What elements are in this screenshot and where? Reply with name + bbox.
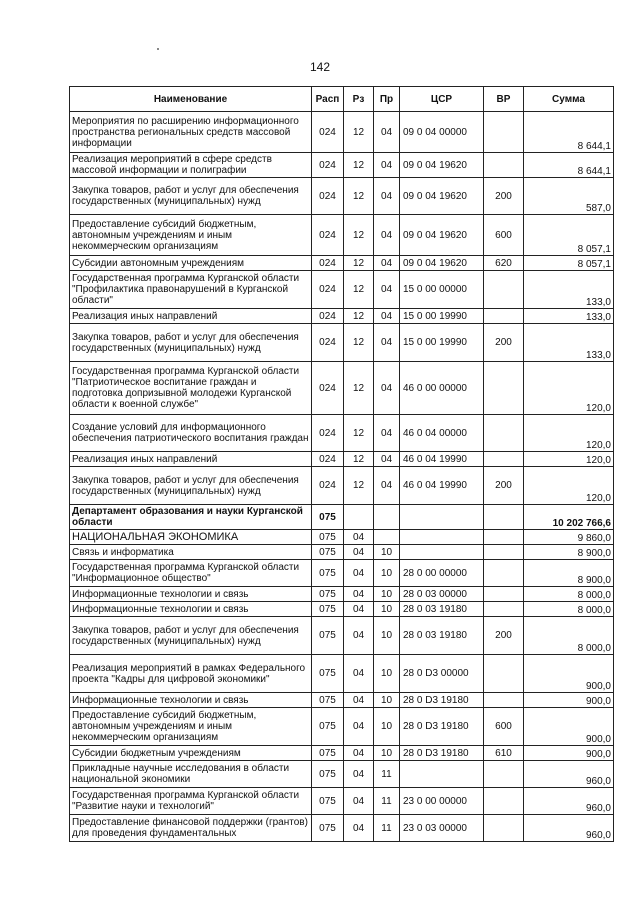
cell-csr: 09 0 04 19620 (400, 256, 484, 271)
cell-rasp: 024 (312, 309, 344, 324)
cell-vr: 610 (484, 746, 524, 761)
cell-pr: 10 (374, 560, 400, 587)
cell-vr (484, 788, 524, 815)
cell-rz: 04 (344, 655, 374, 693)
cell-vr (484, 271, 524, 309)
table-row (70, 153, 614, 178)
cell-rz: 04 (344, 761, 374, 788)
cell-sum: 9 860,0 (524, 530, 614, 545)
cell-pr: 11 (374, 761, 400, 788)
cell-csr: 09 0 04 00000 (400, 112, 484, 153)
cell-sum: 960,0 (524, 761, 614, 788)
cell-vr (484, 815, 524, 842)
cell-sum: 8 900,0 (524, 560, 614, 587)
cell-rz: 12 (344, 415, 374, 452)
cell-rasp: 075 (312, 815, 344, 842)
cell-sum: 900,0 (524, 693, 614, 708)
cell-sum: 8 644,1 (524, 153, 614, 178)
cell-pr: 04 (374, 362, 400, 415)
cell-csr (400, 505, 484, 530)
cell-rz: 12 (344, 467, 374, 505)
cell-pr: 10 (374, 746, 400, 761)
cell-rasp: 024 (312, 467, 344, 505)
table-row (70, 112, 614, 153)
cell-name: Субсидии бюджетным учреждениям (70, 746, 312, 761)
cell-rasp: 024 (312, 256, 344, 271)
cell-rasp: 075 (312, 746, 344, 761)
cell-sum: 120,0 (524, 415, 614, 452)
cell-rz: 12 (344, 256, 374, 271)
cell-name: Закупка товаров, работ и услуг для обеспечения государственных (муниципальных) нужд (70, 617, 312, 655)
cell-rasp: 075 (312, 545, 344, 560)
header-sum: Сумма (524, 87, 614, 112)
cell-rz: 12 (344, 271, 374, 309)
table-row (70, 587, 614, 602)
cell-rasp: 024 (312, 112, 344, 153)
cell-rz: 04 (344, 815, 374, 842)
cell-name: Информационные технологии и связь (70, 587, 312, 602)
cell-rasp: 024 (312, 215, 344, 256)
table-row (70, 178, 614, 215)
cell-vr (484, 505, 524, 530)
cell-sum: 8 900,0 (524, 545, 614, 560)
cell-name: Информационные технологии и связь (70, 602, 312, 617)
cell-vr (484, 761, 524, 788)
cell-name: Закупка товаров, работ и услуг для обеспечения государственных (муниципальных) нужд (70, 178, 312, 215)
cell-csr: 46 0 04 00000 (400, 415, 484, 452)
cell-rz: 04 (344, 530, 374, 545)
cell-pr: 10 (374, 693, 400, 708)
cell-name: Государственная программа Курганской области "Профилактика правонарушений в Курганской области" (70, 271, 312, 309)
table-row (70, 324, 614, 362)
table-header-row (70, 87, 614, 112)
cell-rasp: 075 (312, 560, 344, 587)
budget-table (69, 86, 614, 842)
header-name: Наименование (70, 87, 312, 112)
cell-pr (374, 530, 400, 545)
cell-csr: 28 0 03 19180 (400, 602, 484, 617)
cell-name: Государственная программа Курганской области "Патриотическое воспитание граждан и подготовка допризывной молодежи Курганской области к военной службе" (70, 362, 312, 415)
cell-rasp: 024 (312, 452, 344, 467)
cell-rz: 04 (344, 788, 374, 815)
cell-name: Связь и информатика (70, 545, 312, 560)
cell-sum: 900,0 (524, 655, 614, 693)
table-row (70, 215, 614, 256)
cell-vr (484, 452, 524, 467)
cell-csr: 46 0 04 19990 (400, 467, 484, 505)
table-row (70, 415, 614, 452)
cell-vr: 200 (484, 617, 524, 655)
cell-vr (484, 112, 524, 153)
cell-sum: 8 000,0 (524, 587, 614, 602)
cell-rz: 04 (344, 545, 374, 560)
cell-rasp: 075 (312, 693, 344, 708)
cell-rz: 04 (344, 602, 374, 617)
cell-csr (400, 761, 484, 788)
cell-sum: 120,0 (524, 452, 614, 467)
cell-vr (484, 587, 524, 602)
table-row (70, 617, 614, 655)
cell-rasp: 075 (312, 530, 344, 545)
cell-sum: 8 057,1 (524, 215, 614, 256)
cell-sum: 120,0 (524, 362, 614, 415)
cell-csr: 23 0 00 00000 (400, 788, 484, 815)
table-row (70, 560, 614, 587)
cell-pr: 04 (374, 467, 400, 505)
cell-vr: 600 (484, 708, 524, 746)
cell-pr: 04 (374, 178, 400, 215)
cell-rasp: 024 (312, 153, 344, 178)
cell-vr (484, 530, 524, 545)
cell-pr: 10 (374, 708, 400, 746)
cell-vr (484, 693, 524, 708)
cell-sum: 960,0 (524, 815, 614, 842)
table-row (70, 545, 614, 560)
cell-pr: 10 (374, 617, 400, 655)
table-row (70, 602, 614, 617)
cell-sum: 587,0 (524, 178, 614, 215)
cell-name: Департамент образования и науки Курганской области (70, 505, 312, 530)
header-rasp: Расп (312, 87, 344, 112)
cell-rz: 04 (344, 746, 374, 761)
cell-name: НАЦИОНАЛЬНАЯ ЭКОНОМИКА (70, 530, 312, 545)
table-row (70, 452, 614, 467)
cell-csr: 28 0 D3 00000 (400, 655, 484, 693)
cell-pr: 10 (374, 587, 400, 602)
cell-name: Мероприятия по расширению информационного пространства региональных средств массовой информации (70, 112, 312, 153)
cell-name: Закупка товаров, работ и услуг для обеспечения государственных (муниципальных) нужд (70, 467, 312, 505)
cell-csr: 15 0 00 00000 (400, 271, 484, 309)
cell-pr: 04 (374, 324, 400, 362)
cell-vr: 200 (484, 324, 524, 362)
cell-vr (484, 545, 524, 560)
cell-rz: 04 (344, 708, 374, 746)
cell-rz: 12 (344, 452, 374, 467)
cell-rasp: 075 (312, 761, 344, 788)
table-row (70, 746, 614, 761)
cell-vr (484, 415, 524, 452)
cell-csr: 28 0 00 00000 (400, 560, 484, 587)
scan-speck (157, 48, 159, 50)
table-row (70, 271, 614, 309)
cell-name: Прикладные научные исследования в области национальной экономики (70, 761, 312, 788)
cell-pr: 04 (374, 309, 400, 324)
cell-pr: 11 (374, 815, 400, 842)
cell-name: Реализация мероприятий в сфере средств массовой информации и полиграфии (70, 153, 312, 178)
cell-rz (344, 505, 374, 530)
cell-name: Субсидии автономным учреждениям (70, 256, 312, 271)
cell-sum: 133,0 (524, 324, 614, 362)
cell-rz: 12 (344, 324, 374, 362)
cell-vr (484, 655, 524, 693)
cell-pr: 04 (374, 153, 400, 178)
cell-name: Государственная программа Курганской области "Информационное общество" (70, 560, 312, 587)
cell-pr: 04 (374, 271, 400, 309)
table-row (70, 505, 614, 530)
table-row (70, 467, 614, 505)
cell-vr (484, 560, 524, 587)
cell-rasp: 024 (312, 271, 344, 309)
table-row (70, 815, 614, 842)
cell-vr: 620 (484, 256, 524, 271)
cell-csr: 28 0 D3 19180 (400, 708, 484, 746)
cell-sum: 8 000,0 (524, 602, 614, 617)
cell-csr (400, 530, 484, 545)
header-vr: ВР (484, 87, 524, 112)
cell-rasp: 075 (312, 617, 344, 655)
cell-vr (484, 602, 524, 617)
cell-csr: 23 0 03 00000 (400, 815, 484, 842)
cell-csr: 15 0 00 19990 (400, 324, 484, 362)
cell-pr: 04 (374, 112, 400, 153)
cell-rz: 04 (344, 560, 374, 587)
cell-name: Предоставление субсидий бюджетным, автономным учреждениям и иным некоммерческим организациям (70, 215, 312, 256)
cell-vr (484, 153, 524, 178)
cell-sum: 10 202 766,6 (524, 505, 614, 530)
table-row (70, 655, 614, 693)
cell-rz: 12 (344, 362, 374, 415)
header-rz: Рз (344, 87, 374, 112)
cell-pr (374, 505, 400, 530)
cell-sum: 133,0 (524, 309, 614, 324)
table-row (70, 693, 614, 708)
cell-name: Предоставление финансовой поддержки (грантов) для проведения фундаментальных (70, 815, 312, 842)
cell-csr (400, 545, 484, 560)
cell-rasp: 075 (312, 788, 344, 815)
cell-sum: 8 000,0 (524, 617, 614, 655)
cell-rz: 12 (344, 309, 374, 324)
cell-rasp: 024 (312, 178, 344, 215)
header-csr: ЦСР (400, 87, 484, 112)
cell-rz: 12 (344, 178, 374, 215)
cell-rasp: 024 (312, 415, 344, 452)
cell-sum: 960,0 (524, 788, 614, 815)
cell-csr: 28 0 03 00000 (400, 587, 484, 602)
table-row (70, 761, 614, 788)
cell-pr: 11 (374, 788, 400, 815)
cell-pr: 04 (374, 452, 400, 467)
cell-csr: 15 0 00 19990 (400, 309, 484, 324)
cell-pr: 04 (374, 215, 400, 256)
header-pr: Пр (374, 87, 400, 112)
cell-vr (484, 362, 524, 415)
cell-rz: 12 (344, 215, 374, 256)
cell-rz: 04 (344, 617, 374, 655)
cell-rasp: 075 (312, 505, 344, 530)
cell-vr: 200 (484, 178, 524, 215)
table-row (70, 256, 614, 271)
table-row (70, 530, 614, 545)
cell-name: Создание условий для информационного обеспечения патриотического воспитания граждан (70, 415, 312, 452)
cell-name: Государственная программа Курганской области "Развитие науки и технологий" (70, 788, 312, 815)
cell-name: Предоставление субсидий бюджетным, автономным учреждениям и иным некоммерческим организациям (70, 708, 312, 746)
table-row (70, 309, 614, 324)
table-row (70, 362, 614, 415)
cell-csr: 46 0 04 19990 (400, 452, 484, 467)
cell-name: Информационные технологии и связь (70, 693, 312, 708)
cell-vr: 200 (484, 467, 524, 505)
cell-csr: 09 0 04 19620 (400, 178, 484, 215)
cell-name: Реализация иных направлений (70, 452, 312, 467)
cell-sum: 900,0 (524, 746, 614, 761)
cell-vr (484, 309, 524, 324)
cell-name: Реализация мероприятий в рамках Федерального проекта "Кадры для цифровой экономики" (70, 655, 312, 693)
cell-pr: 10 (374, 655, 400, 693)
cell-name: Закупка товаров, работ и услуг для обеспечения государственных (муниципальных) нужд (70, 324, 312, 362)
cell-csr: 09 0 04 19620 (400, 215, 484, 256)
table-body (70, 112, 614, 842)
cell-sum: 8 644,1 (524, 112, 614, 153)
cell-rasp: 024 (312, 362, 344, 415)
cell-rz: 12 (344, 112, 374, 153)
cell-sum: 8 057,1 (524, 256, 614, 271)
cell-name: Реализация иных направлений (70, 309, 312, 324)
cell-csr: 46 0 00 00000 (400, 362, 484, 415)
cell-rasp: 075 (312, 708, 344, 746)
table-row (70, 788, 614, 815)
cell-csr: 28 0 03 19180 (400, 617, 484, 655)
cell-rz: 12 (344, 153, 374, 178)
cell-sum: 133,0 (524, 271, 614, 309)
cell-pr: 10 (374, 602, 400, 617)
cell-pr: 04 (374, 256, 400, 271)
cell-pr: 04 (374, 415, 400, 452)
cell-csr: 09 0 04 19620 (400, 153, 484, 178)
cell-vr: 600 (484, 215, 524, 256)
cell-rasp: 075 (312, 602, 344, 617)
cell-rasp: 075 (312, 587, 344, 602)
cell-sum: 120,0 (524, 467, 614, 505)
cell-rasp: 024 (312, 324, 344, 362)
cell-rasp: 075 (312, 655, 344, 693)
table-row (70, 708, 614, 746)
cell-pr: 10 (374, 545, 400, 560)
cell-rz: 04 (344, 587, 374, 602)
cell-csr: 28 0 D3 19180 (400, 693, 484, 708)
cell-csr: 28 0 D3 19180 (400, 746, 484, 761)
page-number: 142 (309, 60, 331, 74)
cell-rz: 04 (344, 693, 374, 708)
cell-sum: 900,0 (524, 708, 614, 746)
